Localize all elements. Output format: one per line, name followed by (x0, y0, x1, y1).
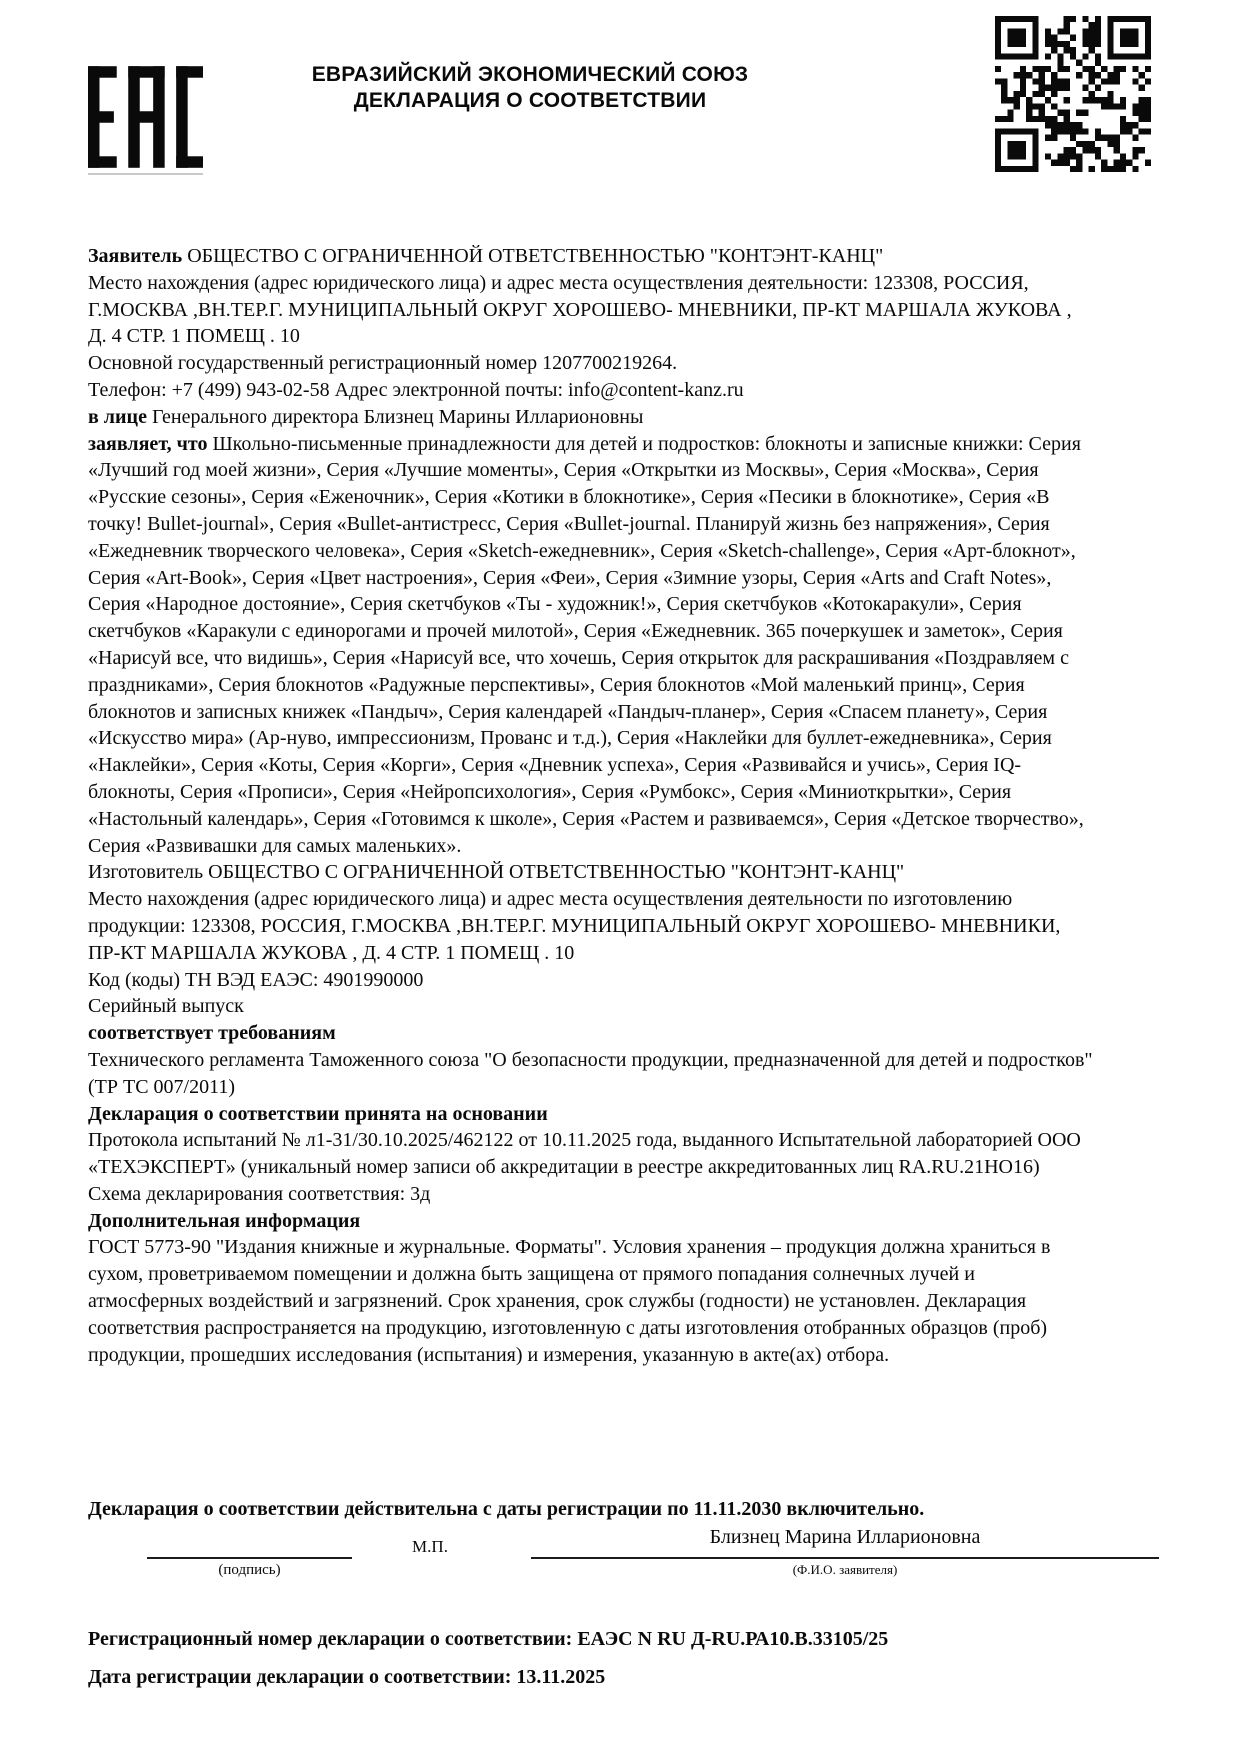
stamp-placeholder: М.П. (412, 1537, 448, 1556)
document-title (210, 62, 850, 114)
registration-number-line: Регистрационный номер декларации о соответствии: ЕАЭС N RU Д-RU.РА10.В.33105/25 (88, 1628, 889, 1650)
paragraph: Декларация о соответствии принята на основании (88, 1102, 548, 1125)
paragraph: заявляет, что Школьно-письменные принадлежности для детей и подростков: блокноты и записные книжки: Серия «Лучший год моей жизни», Серия «Лучшие моменты», Серия «Открытки из Москвы», Серия «Москва», Серия «Русские сезоны», Серия «Еженочник», Серия «Котики в блокнотике», Серия «Песики в блокнотике», Серия «В точку! Bullet-journal», Серия «Bullet-антистресс, Серия «Bullet-journal. Планируй жизнь без напряжения», Серия «Ежедневник творческого человека», Серия «Sketch-ежедневник», Серия «Sketch-challenge», Серия «Арт-блокнот», Серия «Art-Book», Серия «Цвет настроения», Серия «Феи», Серия «Зимние узоры, Серия «Arts and Craft Notes», Серия «Народное достояние», Серия скетчбуков «Ты - художник!», Серия скетчбуков «Котокаракули», Серия скетчбуков «Каракули с единорогами и прочей милотой», Серия «Ежедневник. 365 почеркушек и заметок», Серия «Нарисуй все, что видишь», Серия «Нарисуй все, что хочешь, Серия открыток для раскрашивания «Поздравляем с праздниками», Серия блокнотов «Радужные перспективы», Серия блокнотов «Мой маленький принц», Серия блокнотов и записных книжек «Пандыч», Серия календарей «Пандыч-планер», Серия «Спасем планету», Серия «Искусство мира» (Ар-нуво, импрессионизм, Прованс и т.д.), Серия «Наклейки для буллет-ежедневника», Серия «Наклейки», Серия «Коты, Серия «Корги», Серия «Дневник успеха», Серия «Развивайся и учись», Серия IQ-блокноты, Серия «Прописи», Серия «Нейропсихология», Серия «Румбокс», Серия «Миниоткрытки», Серия «Настольный календарь», Серия «Готовимся к школе», Серия «Растем и развиваемся», Серия «Детское творчество», Серия «Развивашки для самых маленьких». (88, 432, 1084, 857)
paragraph: Дополнительная информация (88, 1209, 361, 1232)
applicant-caption: (Ф.И.О. заявителя) (792, 1562, 898, 1577)
paragraph: Схема декларирования соответствия: 3д (88, 1182, 431, 1205)
paragraph: Заявитель ОБЩЕСТВО С ОГРАНИЧЕННОЙ ОТВЕТСТВЕННОСТЬЮ "КОНТЭНТ-КАНЦ" (88, 245, 884, 267)
title-line-union: ЕВРАЗИЙСКИЙ ЭКОНОМИЧЕСКИЙ СОЮЗ (311, 63, 749, 86)
paragraph: Место нахождения (адрес юридического лица) и адрес места осуществления деятельности по изготовлению продукции: 123308, РОССИЯ, Г.МОСКВА ,ВН.ТЕР.Г. МУНИЦИПАЛЬНЫЙ ОКРУГ ХОРОШЕВО- МНЕВНИКИ, ПР-КТ МАРШАЛА ЖУКОВА , Д. 4 СТР. 1 ПОМЕЩ . 10 (88, 888, 1061, 964)
registration-date-line: Дата регистрации декларации о соответствии: 13.11.2025 (88, 1666, 606, 1688)
paragraph: Место нахождения (адрес юридического лица) и адрес места осуществления деятельности: 123308, РОССИЯ, Г.МОСКВА ,ВН.ТЕР.Г. МУНИЦИПАЛЬНЫЙ ОКРУГ ХОРОШЕВО- МНЕВНИКИ, ПР-КТ МАРШАЛА ЖУКОВА , Д. 4 СТР. 1 ПОМЕЩ . 10 (88, 271, 1072, 348)
declaration-paragraphs (88, 243, 1093, 1368)
paragraph: Код (коды) ТН ВЭД ЕАЭС: 4901990000 (88, 968, 424, 991)
paragraph: Телефон: +7 (499) 943-02-58 Адрес электронной почты: info@content-kanz.ru (88, 378, 744, 401)
signature-caption: (подпись) (218, 1562, 281, 1578)
paragraph: Технического регламента Таможенного союза "О безопасности продукции, предназначенной для детей и подростков" (ТР ТС 007/2011) (88, 1048, 1093, 1098)
applicant-name: Близнец Марина Илларионовна (709, 1526, 981, 1548)
title-line-declaration: ДЕКЛАРАЦИЯ О СООТВЕТСТВИИ (353, 89, 707, 112)
paragraph: Серийный выпуск (88, 995, 244, 1018)
paragraph: Основной государственный регистрационный номер 1207700219264. (88, 352, 678, 375)
paragraph: соответствует требованиям (88, 1022, 336, 1045)
paragraph: ГОСТ 5773-90 "Издания книжные и журнальные. Форматы". Условия хранения – продукция должна храниться в сухом, проветриваемом помещении и должна быть защищена от прямого попадания солнечных лучей и атмосферных воздействий и загрязнений. Срок хранения, срок службы (годности) не установлен. Декларация соответствия распространяется на продукцию, изготовленную с даты изготовления отобранных образцов (проб) продукции, прошедших исследования (испытания) и измерения, указанную в акте(ах) отбора. (88, 1236, 1051, 1366)
logo-underline (88, 173, 203, 175)
paragraph: Протокола испытаний № л1-31/30.10.2025/462122 от 10.11.2025 года, выданного Испытательной лабораторией ООО «ТЕХЭКСПЕРТ» (уникальный номер записи об аккредитации в реестре аккредитованных лиц RA.RU.21НО16) (88, 1129, 1081, 1179)
paragraph: в лице Генерального директора Близнец Марины Илларионовны (88, 405, 644, 428)
signature-line (147, 1557, 352, 1559)
applicant-name-line (531, 1557, 1159, 1559)
paragraph: Изготовитель ОБЩЕСТВО С ОГРАНИЧЕННОЙ ОТВЕТСТВЕННОСТЬЮ "КОНТЭНТ-КАНЦ" (88, 861, 905, 884)
eac-logo-icon (88, 64, 203, 170)
qr-code-icon (995, 16, 1151, 172)
validity-statement: Декларация о соответствии действительна с даты регистрации по 11.11.2030 включительно. (88, 1498, 925, 1520)
